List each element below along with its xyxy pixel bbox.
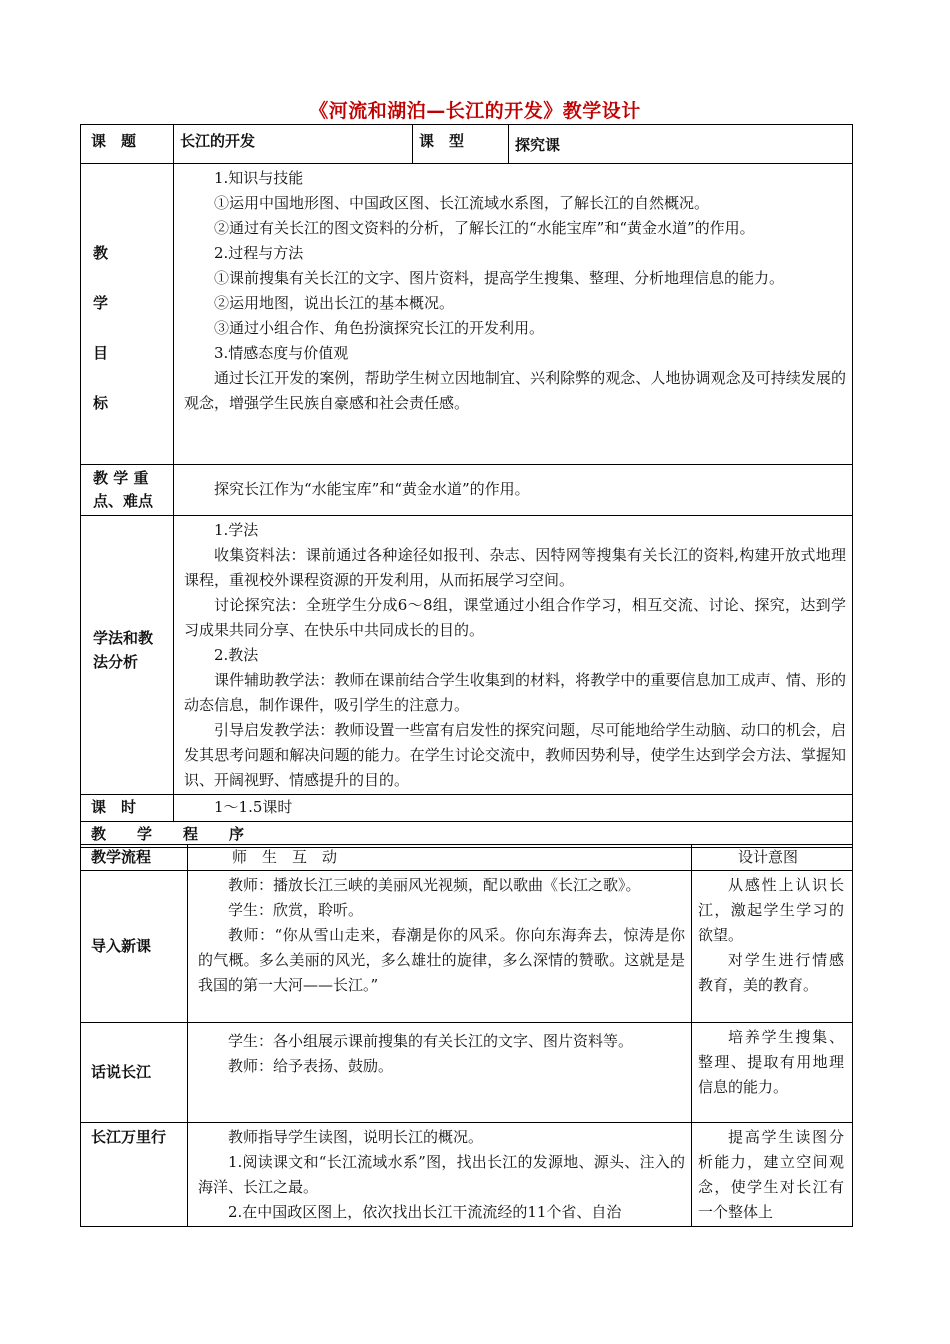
interaction-line: 1.阅读课文和“长江流域水系”图，找出长江的发源地、源头、注入的海洋、长江之最。 <box>198 1153 685 1196</box>
methods-content <box>174 516 853 795</box>
key-points-label: 教 学 重点、难点 <box>93 469 154 510</box>
intent-line: 从感性上认识长江，激起学生学习的欲望。 <box>698 876 844 944</box>
lesson-info-table <box>80 124 853 848</box>
topic-value-cell <box>174 125 413 164</box>
objectives-label-cell <box>81 164 174 465</box>
intent-cell <box>692 1123 853 1227</box>
objective-item: ①运用中国地形图、中国政区图、长江流域水系图，了解长江的自然概况。 <box>214 194 710 212</box>
objective-item: ①课前搜集有关长江的文字、图片资料，提高学生搜集、整理、分析地理信息的能力。 <box>214 269 785 287</box>
type-label-cell <box>413 125 509 164</box>
stage-cell <box>81 1023 188 1123</box>
objective-item: ②通过有关长江的图文资料的分析，了解长江的“水能宝库”和“黄金水道”的作用。 <box>214 219 755 237</box>
stage-cell <box>81 1123 188 1227</box>
method-heading: 2.教法 <box>214 646 259 664</box>
topic-label: 课 题 <box>91 132 137 150</box>
hours-value: 1～1.5课时 <box>214 798 293 816</box>
key-points-content <box>174 465 853 516</box>
interaction-line: 学生：欣赏，聆听。 <box>228 901 364 919</box>
objective-heading: 2.过程与方法 <box>214 244 304 262</box>
objective-heading: 3.情感态度与价值观 <box>214 344 349 362</box>
intent-line: 培养学生搜集、整理、提取有用地理信息的能力。 <box>698 1028 844 1096</box>
flow-header-intent-text: 设计意图 <box>738 848 799 866</box>
objectives-label-char: 学 <box>93 294 109 312</box>
hours-content <box>174 795 853 822</box>
methods-label-cell <box>81 516 174 795</box>
method-item: 讨论探究法：全班学生分成6～8组，课堂通过小组合作学习，相互交流、讨论、探究，达到学习成果共同分享、在快乐中共同成长的目的。 <box>184 596 846 639</box>
flow-header-interaction-text: 师 生 互 动 <box>232 848 338 866</box>
method-item: 课件辅助教学法：教师在课前结合学生收集到的材料，将教学中的重要信息加工成声、情、形的动态信息，制作课件，吸引学生的注意力。 <box>184 671 846 714</box>
procedure-label: 教 学 程 序 <box>91 825 253 843</box>
objectives-content <box>174 164 853 465</box>
method-item: 收集资料法：课前通过各种途径如报刊、杂志、因特网等搜集有关长江的资料,构建开放式地理课程，重视校外课程资源的开发利用，从而拓展学习空间。 <box>184 546 846 589</box>
objective-item: ③通过小组合作、角色扮演探究长江的开发利用。 <box>214 319 545 337</box>
interaction-line: 学生：各小组展示课前搜集的有关长江的文字、图片资料等。 <box>228 1032 634 1050</box>
intent-cell <box>692 1023 853 1123</box>
hours-label-cell <box>81 795 174 822</box>
topic-label-cell <box>81 125 174 164</box>
objective-item: 通过长江开发的案例，帮助学生树立因地制宜、兴利除弊的观念、人地协调观念及可持续发展的观念，增强学生民族自豪感和社会责任感。 <box>184 369 846 412</box>
type-label: 课 型 <box>419 132 465 150</box>
objective-heading: 1.知识与技能 <box>214 169 304 187</box>
flow-header-stage-text: 教学流程 <box>91 848 152 866</box>
interaction-line: 教师：“你从雪山走来，春潮是你的风采。你向东海奔去，惊涛是你的气概。多么美丽的风光，多么雄壮的旋律，多么深情的赞歌。这就是是我国的第一大河——长江。” <box>198 926 685 994</box>
flow-header-intent <box>692 845 853 871</box>
interaction-cell <box>188 1123 692 1227</box>
interaction-cell <box>188 871 692 1023</box>
interaction-cell <box>188 1023 692 1123</box>
intent-line: 提高学生读图分析能力，建立空间观念，使学生对长江有一个整体上 <box>698 1128 844 1221</box>
flow-header-interaction <box>188 845 692 871</box>
interaction-line: 2.在中国政区图上，依次找出长江干流流经的11个省、自治 <box>228 1203 622 1221</box>
objectives-label-char: 标 <box>93 394 109 412</box>
type-value-cell <box>509 125 853 164</box>
interaction-line: 教师：给予表扬、鼓励。 <box>228 1057 394 1075</box>
method-heading: 1.学法 <box>214 521 259 539</box>
stage-label: 话说长江 <box>91 1063 152 1081</box>
stage-label: 导入新课 <box>91 937 152 955</box>
document-title: 《河流和湖泊—长江的开发》教学设计 <box>309 100 641 122</box>
interaction-line: 教师指导学生读图，说明长江的概况。 <box>228 1128 484 1146</box>
methods-label: 学法和教法分析 <box>93 629 154 671</box>
stage-cell <box>81 871 188 1023</box>
objectives-label-char: 目 <box>93 344 109 362</box>
stage-label: 长江万里行 <box>91 1128 167 1146</box>
flow-header-stage <box>81 845 188 871</box>
objectives-label-char: 教 <box>93 244 109 262</box>
key-points-text: 探究长江作为“水能宝库”和“黄金水道”的作用。 <box>214 480 530 498</box>
procedure-table <box>80 844 853 1227</box>
type-value: 探究课 <box>515 136 561 154</box>
intent-line: 对学生进行情感教育，美的教育。 <box>698 951 844 994</box>
topic-value: 长江的开发 <box>180 132 256 150</box>
interaction-line: 教师：播放长江三峡的美丽风光视频，配以歌曲《长江之歌》。 <box>228 876 641 894</box>
objective-item: ②运用地图，说出长江的基本概况。 <box>214 294 455 312</box>
key-points-label-cell <box>81 465 174 516</box>
intent-cell <box>692 871 853 1023</box>
hours-label: 课 时 <box>91 798 137 816</box>
method-item: 引导启发教学法：教师设置一些富有启发性的探究问题，尽可能地给学生动脑、动口的机会，启发其思考问题和解决问题的能力。在学生讨论交流中，教师因势利导，使学生达到学会方法、掌握知识、开阔视野、情感提升的目的。 <box>184 721 846 789</box>
